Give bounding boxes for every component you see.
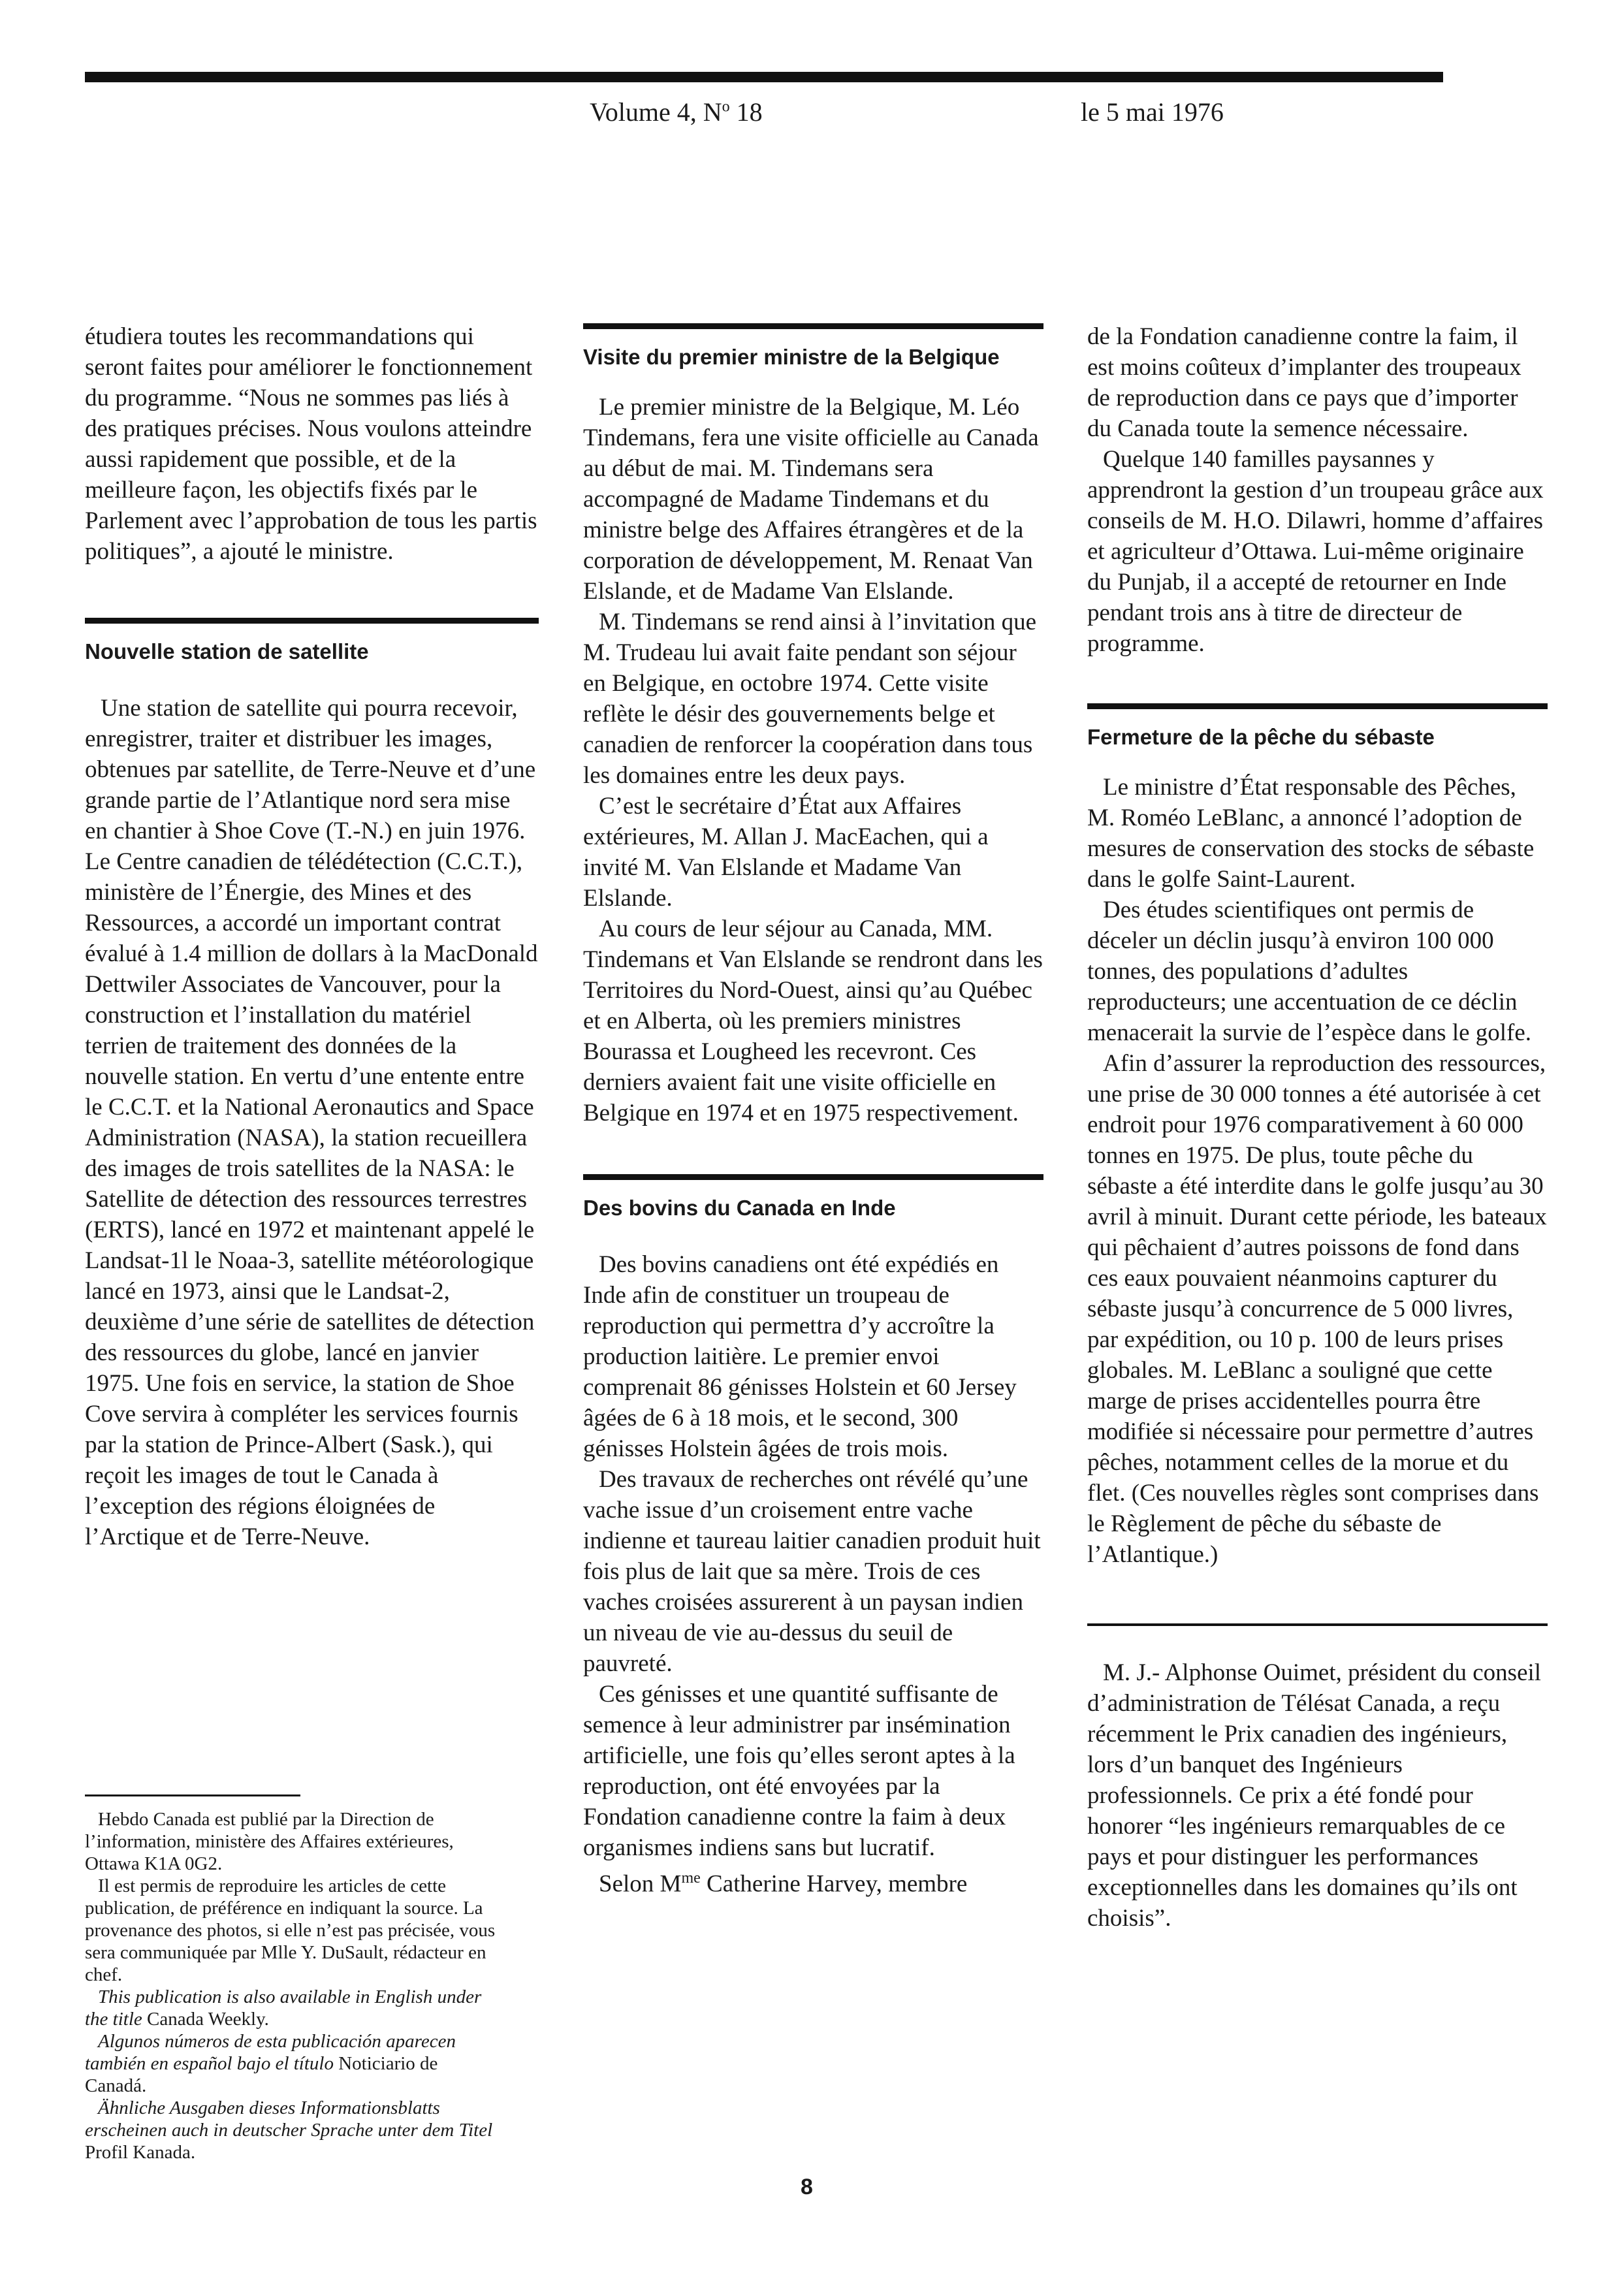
section-rule — [1087, 703, 1548, 709]
column-3 — [1087, 321, 1548, 1934]
section-rule — [85, 618, 539, 624]
imprint-publisher: Hebdo Canada est publié par la Direction de l’information, ministère des Affaires extérieures, Ottawa K1A 0G2. — [85, 1809, 454, 1874]
article-title-satellite: Nouvelle station de satellite — [85, 639, 369, 663]
imprint-english: This publication is also available in English under the title Canada Weekly. — [85, 1986, 482, 2030]
article-continuation-bovins: de la Fondation canadienne contre la faim, il est moins coûteux d’implanter des troupeaux de reproduction dans ce pays que d’importer du Canada toute la semence nécessaire. — [1087, 323, 1521, 442]
section-rule — [1087, 1623, 1548, 1626]
column-2 — [583, 323, 1043, 1899]
top-rule — [85, 72, 1443, 82]
article-body-bovins-2: Des travaux de recherches ont révélé qu’une vache issue d’un croisement entre vache indienne et taureau laitier canadien produit huit fois plus de lait que sa mère. Trois de ces vaches croisées assurerent à un paysan indien un niveau de vie au-dessus du seuil de pauvreté. — [583, 1466, 1041, 1677]
article-title-belgique: Visite du premier ministre de la Belgique — [583, 345, 1000, 369]
article-body-bovins-3: Ces génisses et une quantité suffisante de semence à leur administrer par insémination artificielle, une fois qu’elles seront aptes à la reproduction, ont été envoyées par la Fondation canadienne contre la faim à deux organismes indiens sans but lucratif. — [583, 1681, 1015, 1861]
volume-number: Volume 4, $N^o$ 18 — [590, 97, 763, 127]
imprint-notice — [85, 1794, 503, 2163]
article-body-peche-1: Le ministre d’État responsable des Pêches, M. Roméo LeBlanc, a annoncé l’adoption de mesures de conservation des stocks de sébaste dans le golfe Saint-Laurent. — [1087, 774, 1535, 893]
article-body-satellite: Une station de satellite qui pourra recevoir, enregistrer, traiter et distribuer les images, obtenues par satellite, de Terre-Neuve et d’une grande partie de l’Atlantique nord sera mise en chantier à Shoe Cove (T.-N.) en juin 1976. Le Centre canadien de télédétection (C.C.T.), ministère de l’Énergie, des Mines et des Ressources, a accordé un important contrat évalué à 1.4 million de dollars à la MacDonald Dettwiler Associates de Vancouver, pour la construction et l’installation du matériel terrien de traitement des données de la nouvelle station. En vertu d’une entente entre le C.C.T. et la National Aeronautics and Space Administration (NASA), la station recueillera des images de trois satellites de la NASA: le Satellite de détection des ressources terrestres (ERTS), lancé en 1972 et maintenant appelé le Landsat-1l le Noaa-3, satellite météorologique lancé en 1973, ainsi que le Landsat-2, deuxième d’une série de satellites de détection des ressources du globe, lancé en janvier 1975. Une fois en service, la station de Shoe Cove servira à compléter les services fournis par la station de Prince-Albert (Sask.), qui reçoit les images de tout le Canada à l’exception des régions éloignées de l’Arctique et de Terre-Neuve. — [85, 695, 538, 1550]
article-body-belgique-3: C’est le secrétaire d’État aux Affaires extérieures, M. Allan J. MacEachen, qui a invité M. Van Elslande et Madame Van Elslande. — [583, 793, 989, 912]
article-body-peche-2: Des études scientifiques ont permis de déceler un déclin jusqu’à environ 100 000 tonnes, des populations d’adultes reproducteurs; une accentuation de ce déclin menacerait la survie de l’espèce dans le golfe. — [1087, 897, 1532, 1046]
article-body-belgique-1: Le premier ministre de la Belgique, M. Léo Tindemans, fera une visite officielle au Canada au début de mai. M. Tindemans sera accompagné de Madame Tindemans et du ministre belge des Affaires étrangères et de la corporation de développement, M. Renaat Van Elslande, et de Madame Van Elslande. — [583, 394, 1039, 605]
article-body-peche-3: Afin d’assurer la reproduction des ressources, une prise de 30 000 tonnes a été autorisée à cet endroit pour 1976 comparativement à 60 000 tonnes en 1975. De plus, toute pêche du sébaste a été interdite dans le golfe jusqu’au 30 avril à minuit. Durant cette période, les bateaux qui pêchaient d’autres poissons de fond dans ces eaux pouvaient néanmoins capturer du sébaste jusqu’à concurrence de 5 000 livres, par expédition, ou 10 p. 100 de leurs prises globales. M. LeBlanc a souligné que cette marge de prises accidentelles pourra être modifiée si nécessaire pour permettre d’autres pêches, notamment celles de la morue et du flet. (Ces nouvelles règles sont comprises dans le Règlement de pêche du sébaste de l’Atlantique.) — [1087, 1050, 1547, 1568]
article-body-belgique-2: M. Tindemans se rend ainsi à l’invitation que M. Trudeau lui avait faite pendant son séjour en Belgique, en octobre 1974. Cette visite reflète le désir des gouvernements belge et canadien de renforcer la coopération dans tous les domaines entre les deux pays. — [583, 609, 1037, 789]
imprint-rule — [85, 1794, 300, 1796]
article-title-peche: Fermeture de la pêche du sébaste — [1087, 725, 1435, 749]
section-rule — [583, 323, 1043, 329]
article-body-bovins-4: Selon $M^{me}$ Catherine Harvey, membre — [599, 1870, 968, 1898]
article-body-belgique-4: Au cours de leur séjour au Canada, MM. Tindemans et Van Elslande se rendront dans les Territoires du Nord-Ouest, ainsi qu’au Québec et en Alberta, où les premiers ministres Bourassa et Lougheed les recevront. Ces derniers avaient fait une visite officielle en Belgique en 1974 et en 1975 respectivement. — [583, 916, 1043, 1126]
article-body-ouimet: M. J.- Alphonse Ouimet, président du conseil d’administration de Télésat Canada, a reçu récemment le Prix canadien des ingénieurs, lors d’un banquet des Ingénieurs professionnels. Ce prix a été fondé pour honorer “les ingénieurs remarquables de ce pays et pour distinguer les performances exceptionnelles dans les domaines qu’ils ont choisis”. — [1087, 1659, 1542, 1932]
issue-date: le 5 mai 1976 — [1081, 97, 1224, 127]
page-number: 8 — [801, 2175, 813, 2199]
article-body-bovins-5: Quelque 140 familles paysannes y apprendront la gestion d’un troupeau grâce aux conseils de M. H.O. Dilawri, homme d’affaires et agriculteur d’Ottawa. Lui-même originaire du Punjab, il a accepté de retourner en Inde pendant trois ans à titre de directeur de programme. — [1087, 446, 1544, 657]
article-body-bovins-1: Des bovins canadiens ont été expédiés en Inde afin de constituer un troupeau de reproduction qui permettra d’y accroître la production laitière. Le premier envoi comprenait 86 génisses Holstein et 60 Jersey âgées de 6 à 18 mois, et le second, 300 génisses Holstein âgées de trois mois. — [583, 1251, 1017, 1462]
imprint-copyright: Il est permis de reproduire les articles de cette publication, de préférence en indiquant la source. La provenance des photos, si elle n’est pas précisée, vous sera communiquée par Mlle Y. DuSault, rédacteur en chef. — [85, 1875, 496, 1985]
column-1 — [85, 321, 539, 1552]
article-continuation: étudiera toutes les recommandations qui seront faites pour améliorer le fonctionnement du programme. “Nous ne sommes pas liés à des pratiques précises. Nous voulons atteindre aussi rapidement que possible, et de la meilleure façon, les objectifs fixés par le Parlement avec l’approbation de tous les partis politiques”, a ajouté le ministre. — [85, 323, 537, 565]
imprint-spanish: Algunos números de esta publicación aparecen también en español bajo el título Noticiario de Canadá. — [85, 2031, 456, 2096]
imprint-german: Ähnliche Ausgaben dieses Informationsblatts erscheinen auch in deutscher Sprache unter dem Titel Profil Kanada. — [85, 2098, 493, 2163]
section-rule — [583, 1174, 1043, 1180]
article-title-bovins: Des bovins du Canada en Inde — [583, 1196, 896, 1220]
